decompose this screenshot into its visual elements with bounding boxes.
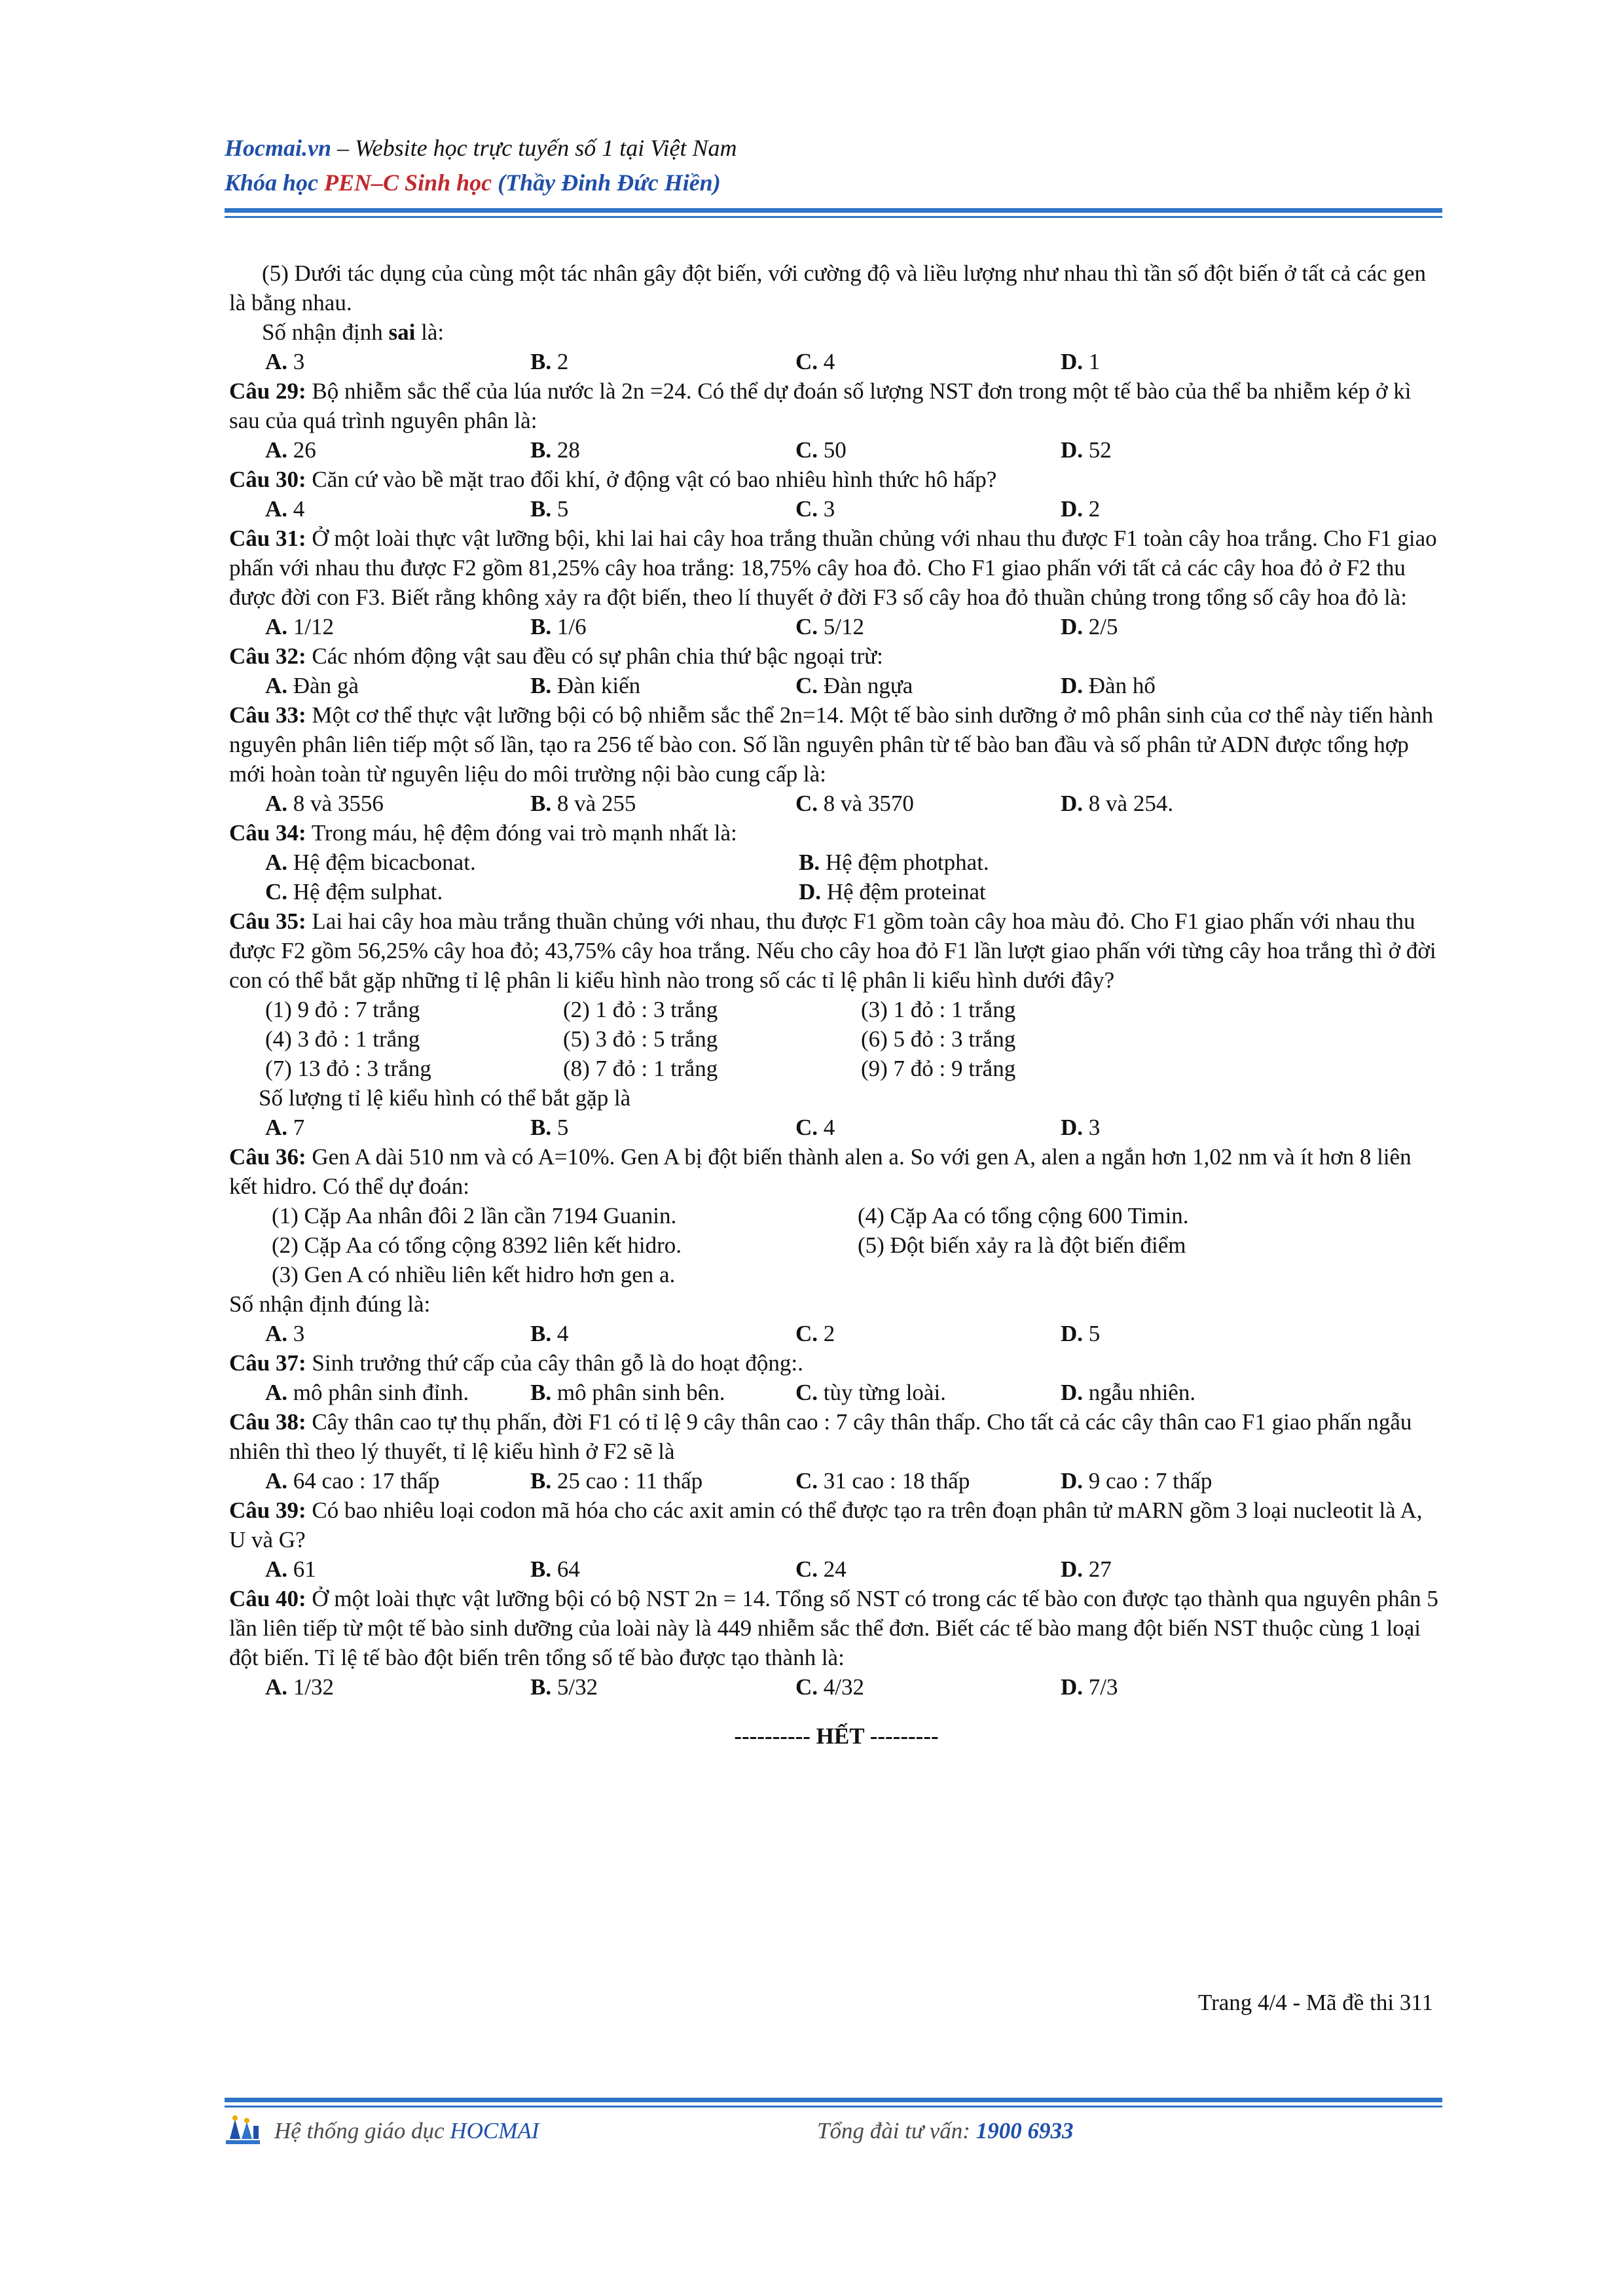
q37-answers [229,1378,1444,1407]
intro-answers [229,347,1444,376]
question-32: Câu 32: Các nhóm động vật sau đều có sự phân chia thứ bậc ngoại trừ: [229,643,883,669]
question-30: Câu 30: Căn cứ vào bề mặt trao đổi khí, ở động vật có bao nhiêu hình thức hô hấp? [229,467,997,492]
answer-c[interactable]: C. 4 [795,349,835,374]
answer-d[interactable]: D. 52 [1061,437,1112,463]
ratio-item: (4) 3 đỏ : 1 trắng [265,1026,420,1052]
q31-answers [229,612,1444,641]
answer-b[interactable]: B. 1/6 [530,614,587,639]
q33-answers [229,789,1444,818]
q35-items-row-1 [229,995,1444,1024]
footer-phone[interactable]: 1900 6933 [976,2118,1074,2144]
q36-answers [229,1319,1444,1348]
course-teacher: (Thầy Đinh Đức Hiền) [492,170,721,196]
page-number: Trang 4/4 - Mã đề thi 311 [1197,1990,1433,2015]
question-33: Câu 33: Một cơ thể thực vật lưỡng bội có bộ nhiễm sắc thể 2n=14. Một tế bào sinh dưỡng ở mô phân sinh của cơ thể này tiến hành nguyên phân liên tiếp một số lần, tạo ra 256 tế bào con. Số lần nguyên phân từ tế bào ban đầu và số phân tử ADN được tổng hợp mới hoàn toàn từ nguyên liệu do môi trường nội bào cung cấp là: [229,702,1434,787]
answer-b[interactable]: B. Hệ đệm photphat. [799,850,989,875]
answer-a[interactable]: A. 4 [265,496,305,522]
question-36: Câu 36: Gen A dài 510 nm và có A=10%. Gen A bị đột biến thành alen a. So với gen A, alen a ngắn hơn 1,02 nm và ít hơn 8 liên kết hidro. Có thể dự đoán: [229,1144,1412,1199]
answer-a[interactable]: A. mô phân sinh đỉnh. [265,1380,469,1405]
footer-brand[interactable]: HOCMAI [450,2118,539,2144]
answer-c[interactable]: C. Hệ đệm sulphat. [265,879,443,905]
page-footer [225,2114,1442,2153]
prediction-item: (1) Cặp Aa nhân đôi 2 lần cần 7194 Guanin. [272,1203,677,1229]
q34-answers-row-2 [229,877,1444,906]
course-name: PEN–C Sinh học [324,170,492,196]
prediction-item: (3) Gen A có nhiều liên kết hidro hơn gen a. [272,1262,676,1287]
answer-b[interactable]: B. 5 [530,496,569,522]
answer-b[interactable]: B. 5/32 [530,1674,598,1700]
answer-b[interactable]: B. Đàn kiến [530,673,641,698]
ratio-item: (1) 9 đỏ : 7 trắng [265,997,420,1022]
end-marker: ---------- HẾT --------- [734,1723,939,1749]
prediction-item: (4) Cặp Aa có tổng cộng 600 Timin. [858,1203,1189,1229]
q35-prompt: Số lượng tỉ lệ kiểu hình có thể bắt gặp là [259,1085,631,1111]
answer-d[interactable]: D. 1 [1061,349,1101,374]
answer-c[interactable]: C. 50 [795,437,847,463]
answer-a[interactable]: A. 7 [265,1115,305,1140]
brand-name[interactable]: Hocmai.vn [225,135,331,161]
answer-b[interactable]: B. 25 cao : 11 thấp [530,1468,703,1494]
q35-items-row-3 [229,1054,1444,1083]
answer-d[interactable]: D. 2 [1061,496,1101,522]
footer-rule-thin [225,2106,1442,2108]
answer-c[interactable]: C. 31 cao : 18 thấp [795,1468,970,1494]
q32-answers [229,671,1444,700]
answer-d[interactable]: D. Hệ đệm proteinat [799,879,986,905]
answer-b[interactable]: B. mô phân sinh bên. [530,1380,725,1405]
answer-c[interactable]: C. 2 [795,1321,835,1346]
answer-a[interactable]: A. 1/12 [265,614,335,639]
answer-a[interactable]: A. 64 cao : 17 thấp [265,1468,440,1494]
q29-answers [229,435,1444,465]
ratio-item: (9) 7 đỏ : 9 trắng [861,1056,1016,1081]
ratio-item: (2) 1 đỏ : 3 trắng [563,997,718,1022]
answer-a[interactable]: A. 3 [265,349,305,374]
answer-d[interactable]: D. 2/5 [1061,614,1118,639]
answer-b[interactable]: B. 2 [530,349,569,374]
answer-d[interactable]: D. Đàn hổ [1061,673,1156,698]
footer-left: Hệ thống giáo dục HOCMAI [274,2118,539,2144]
q36-items-row-2 [229,1230,1444,1260]
q39-answers [229,1554,1444,1584]
header-rule-thick [225,208,1442,213]
question-35: Câu 35: Lai hai cây hoa màu trắng thuần chủng với nhau, thu được F1 gồm toàn cây hoa màu đỏ. Cho F1 giao phấn với nhau thu được F2 gồm 56,25% cây hoa đỏ; 43,75% cây hoa trắng. Nếu cho cây hoa đỏ F1 lần lượt giao phấn với từng cây hoa trắng thì ở đời con có thể bắt gặp những tỉ lệ phân li kiểu hình nào trong số các tỉ lệ phân li kiểu hình dưới đây? [229,908,1436,993]
question-38: Câu 38: Cây thân cao tự thụ phấn, đời F1 có tỉ lệ 9 cây thân cao : 7 cây thân thấp. Cho tất cả các cây thân cao F1 giao phấn ngẫu nhiên thì theo lý thuyết, tỉ lệ kiểu hình ở F2 sẽ là [229,1409,1412,1464]
q35-items-row-2 [229,1024,1444,1054]
answer-a[interactable]: A. 26 [265,437,316,463]
q36-prompt: Số nhận định đúng là: [229,1291,431,1317]
footer-right: Tổng đài tư vấn: 1900 6933 [817,2118,1074,2144]
question-31: Câu 31: Ở một loài thực vật lưỡng bội, khi lai hai cây hoa trắng thuần chủng với nhau thu được F1 toàn cây hoa trắng. Cho F1 giao phấn với nhau thu được F2 gồm 81,25% cây hoa trắng: 18,75% cây hoa đỏ. Cho F1 giao phấn với tất cả các cây hoa đỏ ở F2 thu được đời con F3. Biết rằng không xảy ra đột biến, theo lí thuyết ở đời F3 số cây hoa đỏ thuần chủng trong tổng số cây hoa đỏ là: [229,526,1437,610]
answer-d[interactable]: D. 27 [1061,1556,1112,1582]
answer-a[interactable]: A. 8 và 3556 [265,791,384,816]
prediction-item: (5) Đột biến xảy ra là đột biến điểm [858,1232,1186,1258]
intro-prompt: Số nhận định sai là: [262,319,445,345]
answer-b[interactable]: B. 4 [530,1321,569,1346]
answer-d[interactable]: D. 9 cao : 7 thấp [1061,1468,1213,1494]
answer-c[interactable]: C. 8 và 3570 [795,791,914,816]
question-39: Câu 39: Có bao nhiêu loại codon mã hóa cho các axit amin có thể được tạo ra trên đoạn phân tử mARN gồm 3 loại nucleotit là A, U và G? [229,1498,1423,1552]
answer-a[interactable]: A. Đàn gà [265,673,359,698]
ratio-item: (5) 3 đỏ : 5 trắng [563,1026,718,1052]
answer-c[interactable]: C. tùy từng loài. [795,1380,946,1405]
tagline: – Website học trực tuyến số 1 tại Việt Nam [331,135,737,161]
answer-d[interactable]: D. 5 [1061,1321,1101,1346]
footer-rule-thick [225,2098,1442,2102]
answer-c[interactable]: C. 4/32 [795,1674,865,1700]
q34-answers-row-1 [229,848,1444,877]
ratio-item: (3) 1 đỏ : 1 trắng [861,997,1016,1022]
intro-item-5: (5) Dưới tác dụng của cùng một tác nhân gây đột biến, với cường độ và liều lượng như nhau thì tần số đột biến ở tất cả các gen là bằng nhau. [229,260,1426,315]
answer-c[interactable]: C. 24 [795,1556,847,1582]
answer-c[interactable]: C. 3 [795,496,835,522]
question-40: Câu 40: Ở một loài thực vật lưỡng bội có bộ NST 2n = 14. Tổng số NST có trong các tế bào con được tạo thành qua nguyên phân 5 lần liên tiếp từ một tế bào sinh dưỡng của loài này là 449 nhiễm sắc thể đơn. Biết các tế bào mang đột biến NST thuộc cùng 1 loại đột biến. Tỉ lệ tế bào đột biến trên tổng số tế bào được tạo thành là: [229,1586,1438,1670]
answer-a[interactable]: A. 3 [265,1321,305,1346]
question-34: Câu 34: Trong máu, hệ đệm đóng vai trò mạnh nhất là: [229,820,737,846]
answer-a[interactable]: A. Hệ đệm bicacbonat. [265,850,476,875]
ratio-item: (8) 7 đỏ : 1 trắng [563,1056,718,1081]
prediction-item: (2) Cặp Aa có tổng cộng 8392 liên kết hidro. [272,1232,682,1258]
q40-answers [229,1672,1444,1702]
course-prefix: Khóa học [225,170,325,196]
q38-answers [229,1466,1444,1496]
ratio-item: (7) 13 đỏ : 3 trắng [265,1056,431,1081]
answer-c[interactable]: C. 4 [795,1115,835,1140]
answer-d[interactable]: D. 8 và 254. [1061,791,1174,816]
answer-a[interactable]: A. 1/32 [265,1674,335,1700]
ratio-item: (6) 5 đỏ : 3 trắng [861,1026,1016,1052]
question-37: Câu 37: Sinh trưởng thứ cấp của cây thân gỗ là do hoạt động:. [229,1350,803,1376]
header-rule-thin [225,216,1442,218]
answer-c[interactable]: C. 5/12 [795,614,865,639]
page-header [225,131,1442,200]
hocmai-logo-icon [225,2114,261,2148]
answer-b[interactable]: B. 28 [530,437,580,463]
q36-items-row-1 [229,1201,1444,1230]
answer-d[interactable]: D. ngẫu nhiên. [1061,1380,1196,1405]
header-line-2 [225,165,1442,200]
answer-c[interactable]: C. Đàn ngựa [795,673,913,698]
exam-content [229,259,1444,1751]
answer-d[interactable]: D. 7/3 [1061,1674,1118,1700]
header-line-1 [225,131,1442,165]
q30-answers [229,494,1444,524]
answer-b[interactable]: B. 8 và 255 [530,791,636,816]
question-29: Câu 29: Bộ nhiễm sắc thể của lúa nước là 2n =24. Có thể dự đoán số lượng NST đơn trong một tế bào của thể ba nhiễm kép ở kì sau của quá trình nguyên phân là: [229,378,1412,433]
answer-b[interactable]: B. 64 [530,1556,580,1582]
answer-a[interactable]: A. 61 [265,1556,316,1582]
answer-b[interactable]: B. 5 [530,1115,569,1140]
q35-answers [229,1113,1444,1142]
answer-d[interactable]: D. 3 [1061,1115,1101,1140]
